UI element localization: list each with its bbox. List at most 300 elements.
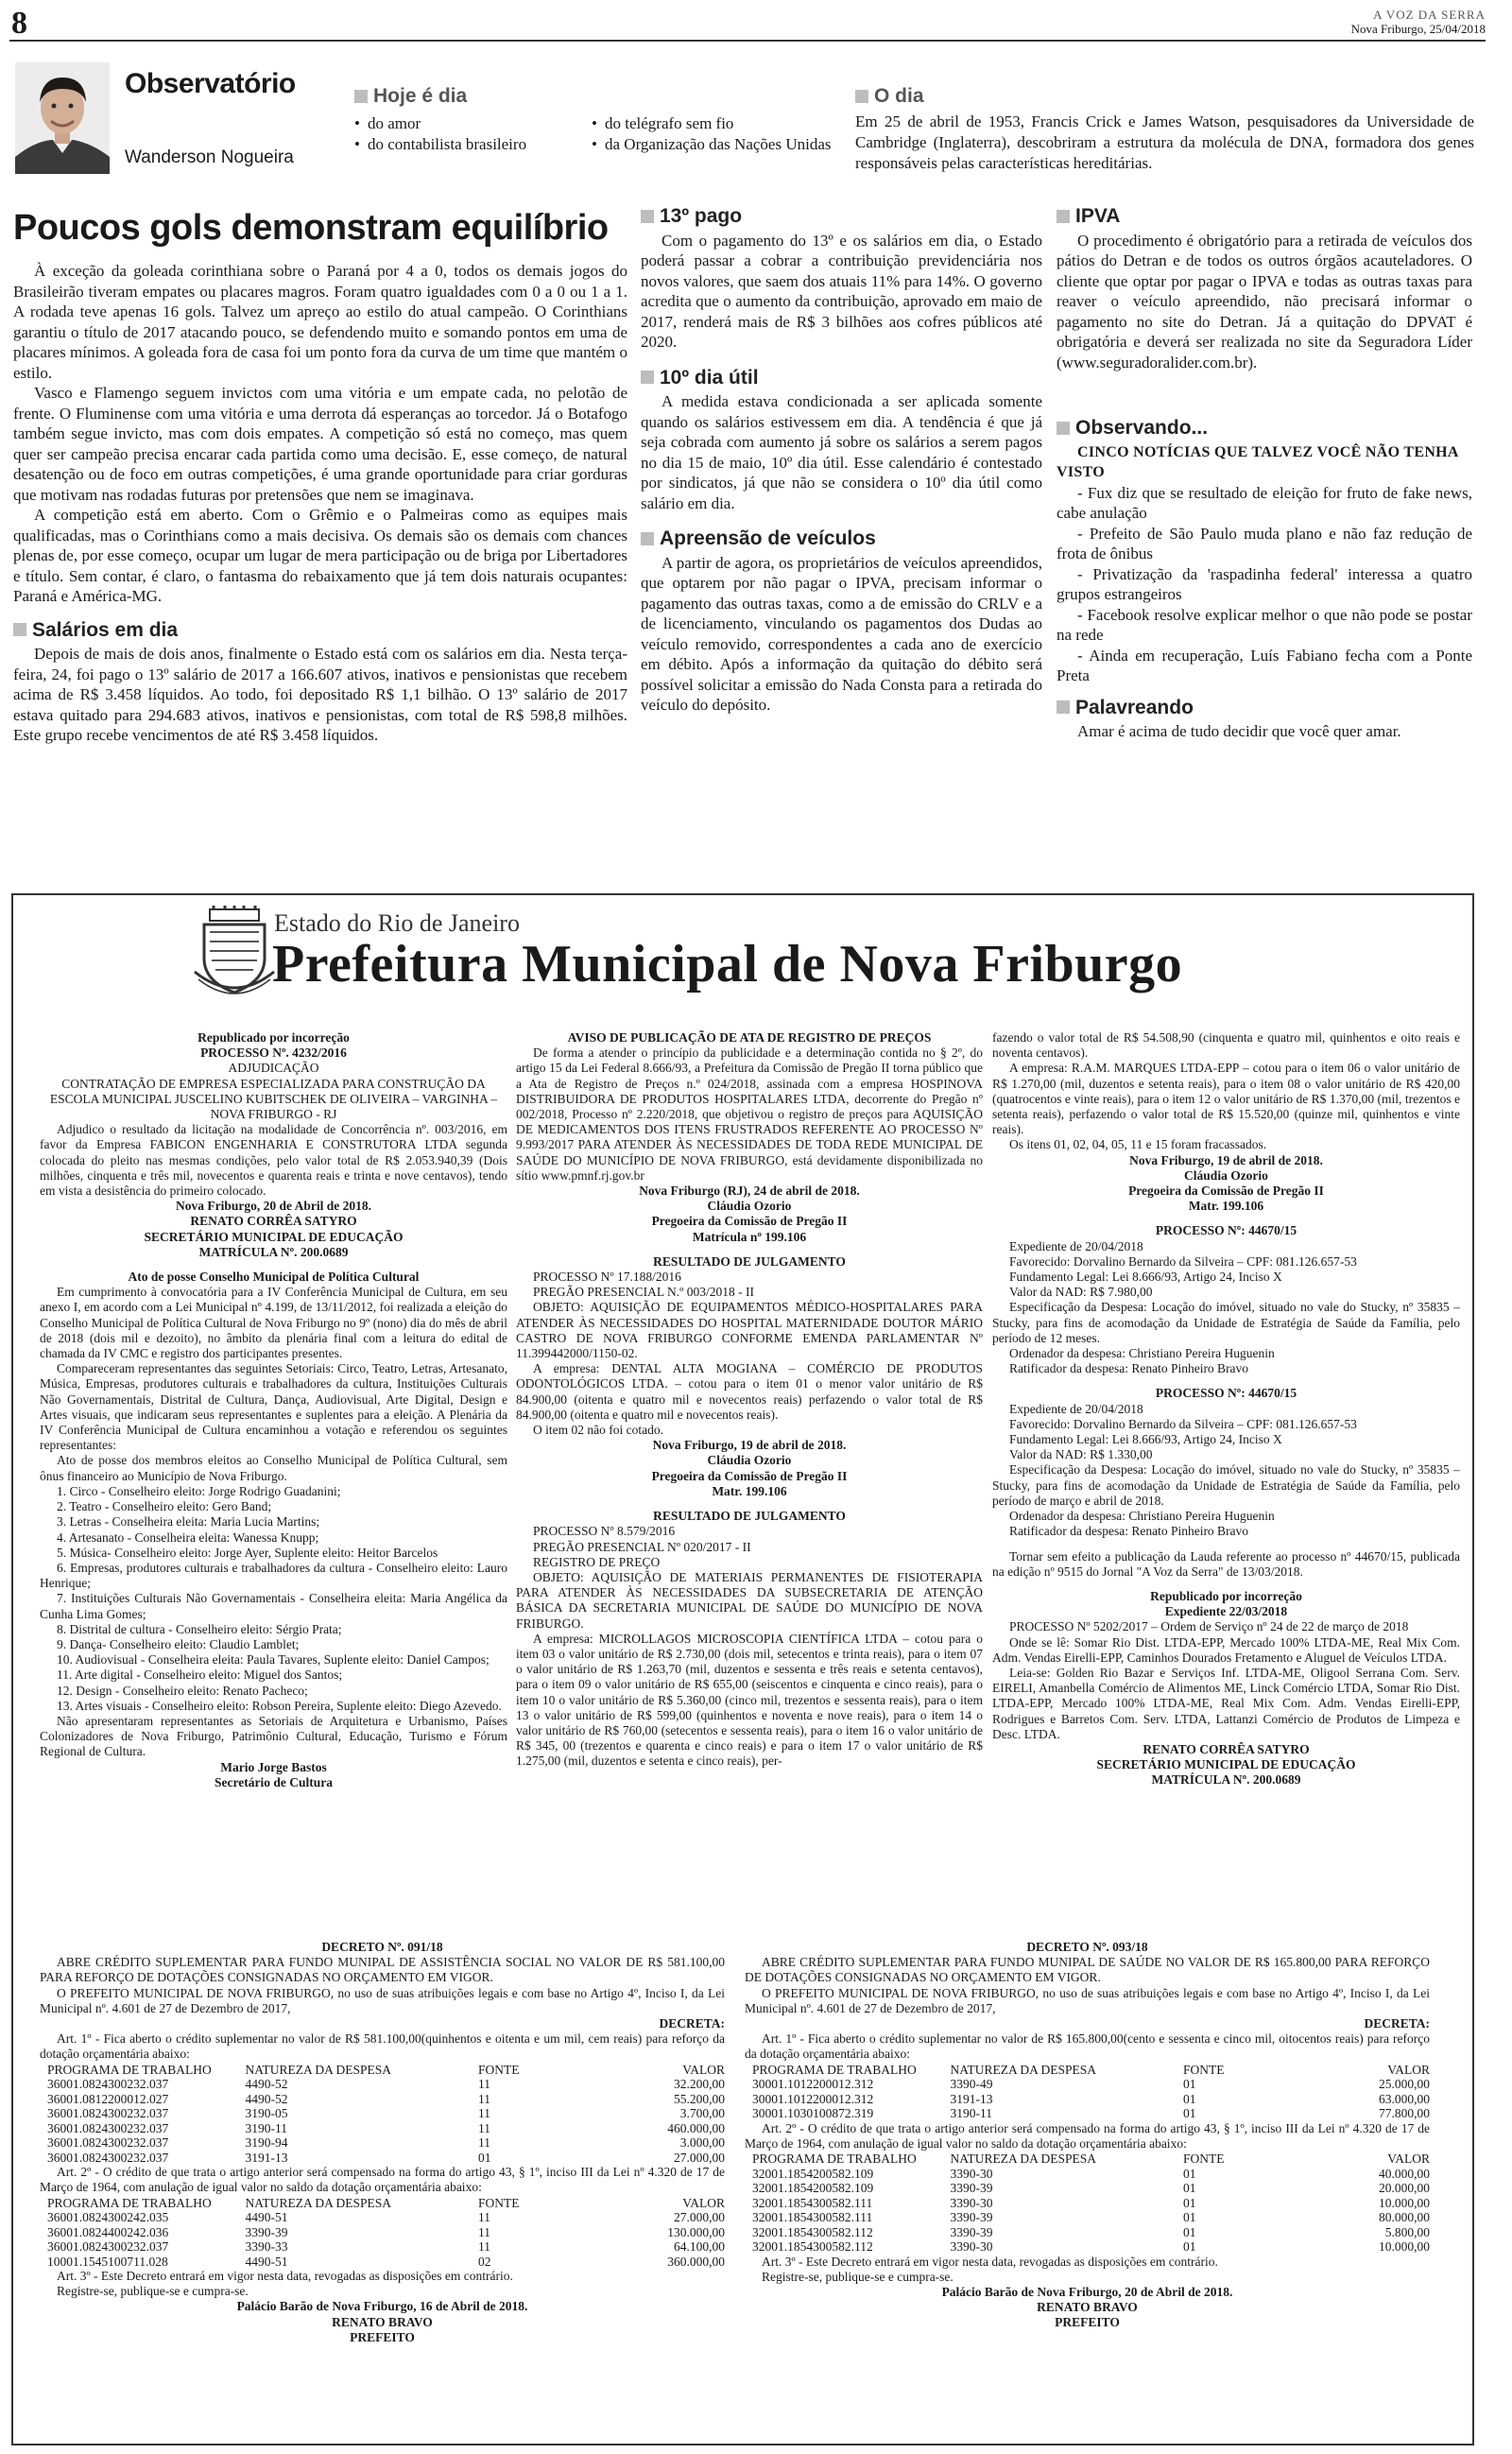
notice-paragraph: Em cumprimento à convocatória para a IV Conferência Municipal de Cultura, em seu anexo I, em acordo com a Lei Municipal nº 4.199, de 13/11/2012, foi realizada a eleição do Conselho Municipal de Política Cultural de Nova Friburgo no 9º (nono) dia do mês de abril de 2018 (dois mil e dezoito), no âmbito da plenária final com a leitura do edital de chamada da IV CMC e registro dos participantes presentes. — [40, 1285, 507, 1361]
palavreando-text: Amar é acima de tudo decidir que você quer amar. — [1077, 722, 1401, 740]
notice-heading: Nova Friburgo, 19 de abril de 2018. — [1129, 1152, 1323, 1167]
table-cell: 3390-39 — [950, 2224, 993, 2239]
table-row — [40, 2255, 725, 2270]
notice-heading: Nova Friburgo (RJ), 24 de abril de 2018. — [639, 1184, 860, 1199]
notice-paragraph: 12. Design - Conselheiro eleito: Renato Pacheco; — [57, 1683, 308, 1698]
square-bullet-icon — [354, 90, 368, 103]
palavreando-heading-text: Palavreando — [1075, 696, 1194, 718]
column-header: VALOR — [1387, 2062, 1430, 2077]
notice-paragraph: Especificação da Despesa: Locação do imóvel, situado no vale do Stucky, nº 35835 – Stucky, para fins de acomodação da Unidade de Estratégia de Saúde da Família, pelo período de 12 meses. — [992, 1300, 1460, 1345]
decreto-art1: Art. 1º - Fica aberto o crédito suplementar no valor de R$ 165.800,00(cento e sessenta e cinco mil, oitocentos reais) para reforço da dotação orçamentária abaixo: — [745, 2031, 1430, 2062]
table-cell: 360.000,00 — [667, 2254, 725, 2269]
table-cell: 01 — [1183, 2239, 1196, 2255]
column-header: FONTE — [1183, 2152, 1225, 2167]
table-cell: 3390-49 — [950, 2077, 993, 2092]
column-header: NATUREZA DA DESPESA — [950, 2152, 1097, 2167]
notice-heading: Matr. 199.106 — [1188, 1199, 1264, 1214]
notice-paragraph: 9. Dança- Conselheiro eleito: Claudio Lamblet; — [57, 1636, 300, 1651]
notice-paragraph: Não apresentaram representantes as Setoriais de Arquitetura e Urbanismo, Países Colonizadores de Nova Friburgo, Patrimônio Cultural, Educação, Turismo e Fórum Regional de Cultura. — [40, 1713, 507, 1759]
decimo-terceiro-heading — [641, 206, 1042, 227]
notice-paragraph: PROCESSO Nº 17.188/2016 — [533, 1270, 681, 1285]
decreto-art3: Art. 3º - Este Decreto entrará em vigor nesta data, revogadas as disposições em contrário. — [762, 2254, 1218, 2269]
column-header: PROGRAMA DE TRABALHO — [47, 2062, 212, 2077]
notice-paragraph: Ratificador da despesa: Renato Pinheiro Bravo — [1009, 1361, 1249, 1376]
table-cell: 01 — [1183, 2210, 1196, 2225]
list-item: - Ainda em recuperação, Luís Fabiano fecha com a Ponte Preta — [1057, 646, 1472, 684]
table-row — [745, 2196, 1430, 2211]
table-cell: 32001.1854300582.112 — [752, 2224, 873, 2239]
notice-heading: RESULTADO DE JULGAMENTO — [653, 1509, 846, 1524]
table-row — [745, 2106, 1430, 2121]
palavreando-heading — [1057, 698, 1472, 718]
main-headline: Poucos gols demonstram equilíbrio — [13, 208, 609, 248]
observando-heading-text: Observando... — [1075, 417, 1209, 439]
notice-heading: SECRETÁRIO MUNICIPAL DE EDUCAÇÃO — [1096, 1757, 1356, 1772]
notice-paragraph: PROCESSO Nº 5202/2017 – Ordem de Serviço nº 24 de 22 de março de 2018 — [1009, 1619, 1409, 1634]
notice-paragraph: Leia-se: Golden Rio Bazar e Serviços Inf. LTDA-ME, Oligool Serrana Com. Serv. EIRELI, Amanbella Comércio de Alimentos ME, Linck Comércio LTDA, Somar Rio Dist. LTDA-EPP, Mercado 100% LTDA-ME, Real Mix Com. Adm. Vendas Eirelli-EPP, Rodrigues e Barretos Com. Serv. LTDA, Lattanzi Comércio de Produtos de Limpeza e Desc. LTDA. — [992, 1665, 1460, 1741]
decreto-ementa: ABRE CRÉDITO SUPLEMENTAR PARA FUNDO MUNIPAL DE ASSISTÊNCIA SOCIAL NO VALOR DE R$ 581.100,00 PARA REFORÇO DE DOTAÇÕES CONSIGNADAS NO ORÇAMENTO EM VIGOR. — [40, 1955, 725, 1985]
table-header-row — [745, 2152, 1430, 2167]
notice-paragraph: 1. Circo - Conselheiro eleito: Jorge Rodrigo Guadanini; — [57, 1483, 341, 1498]
table-cell: 36001.0824400242.036 — [47, 2224, 169, 2239]
table-cell: 3190-05 — [245, 2106, 288, 2121]
table-row — [40, 2210, 725, 2225]
notice-paragraph: 10. Audiovisual - Conselheira eleita: Paula Tavares, Suplente eleito: Daniel Campos; — [57, 1652, 490, 1668]
o-dia-text: Em 25 de abril de 1953, Francis Crick e James Watson, pesquisadores da Universidade de Cambridge (Inglaterra), descobriram a estrutura da molécula de DNA, formadora dos genes responsáveis pelas características hereditárias. — [855, 112, 1474, 172]
prefeitura-column-1 — [40, 1030, 507, 1790]
table-cell: 01 — [1183, 2224, 1196, 2239]
header-rule — [9, 40, 1486, 42]
apreensao-heading — [641, 528, 1042, 549]
table-cell: 4490-51 — [245, 2254, 288, 2269]
notice-paragraph: 7. Instituições Culturais Não Governamentais - Conselheira eleita: Maria Angélica da Cunha Lima Gomes; — [40, 1591, 507, 1621]
decreto-role: PREFEITO — [1055, 2315, 1120, 2330]
notice-paragraph: Tornar sem efeito a publicação da Lauda referente ao processo nº 44670/15, publicada na edição nº 9515 do Jornal "A Voz da Serra" de 13/03/2018. — [992, 1548, 1460, 1579]
notice-paragraph: 3. Letras - Conselheira eleita: Maria Lucia Martins; — [57, 1514, 320, 1529]
list-item: • do contabilista brasileiro — [354, 134, 576, 155]
table-cell: 36001.0812200012.027 — [47, 2091, 169, 2106]
list-item: - Facebook resolve explicar melhor o que não pode se postar na rede — [1057, 605, 1472, 644]
hoje-heading — [354, 85, 850, 108]
notice-paragraph: 13. Artes visuais - Conselheiro eleito: Robson Pereira, Suplente eleito: Diego Azevedo. — [57, 1698, 502, 1713]
table-cell: 11 — [478, 2239, 490, 2255]
table-cell: 11 — [478, 2210, 490, 2225]
apreensao-heading-text: Apreensão de veículos — [660, 527, 876, 549]
notice-heading: Pregoeira da Comissão de Pregão II — [651, 1214, 848, 1229]
table-cell: 27.000,00 — [674, 2210, 725, 2225]
decreta-label: DECRETA: — [659, 2016, 725, 2031]
table-row — [745, 2181, 1430, 2196]
salarios-heading-text: Salários em dia — [32, 618, 179, 641]
decreto-art1: Art. 1º - Fica aberto o crédito suplementar no valor de R$ 581.100,00(quinhentos e oitenta e um mil, cem reais) para reforço da dotação orçamentária abaixo: — [40, 2031, 725, 2062]
notice-heading: Pregoeira da Comissão de Pregão II — [651, 1468, 848, 1483]
decreto-title: DECRETO Nº. 093/18 — [1026, 1940, 1148, 1954]
decreto-role: PREFEITO — [350, 2329, 415, 2344]
table-cell: 3390-39 — [950, 2181, 993, 2196]
decreto-table-2 — [745, 2152, 1430, 2255]
paper-name: A VOZ DA SERRA — [1373, 8, 1486, 22]
table-cell: 32001.1854300582.111 — [752, 2195, 873, 2210]
notice-heading: PROCESSO Nº: 44670/15 — [1155, 1386, 1297, 1401]
decreta-label: DECRETA: — [1364, 2016, 1430, 2031]
square-bullet-icon — [641, 371, 654, 384]
table-cell: 30001.1030100872.319 — [752, 2106, 874, 2121]
square-bullet-icon — [641, 210, 654, 223]
notice-heading: Pregoeira da Comissão de Pregão II — [1128, 1184, 1324, 1199]
table-row — [40, 2092, 725, 2107]
table-cell: 01 — [1183, 2181, 1196, 2196]
notice-paragraph: Adjudico o resultado da licitação na modalidade de Concorrência nº. 003/2016, em favor da Empresa FABICON ENGENHARIA E CONSTRUTORA LTDA segunda colocada do pleito nas mesmas condições, pelo valor total de R$ 2.053.940,39 (Dois milhões, cinquenta e três mil, novecentos e quarenta reais e trinta e nove centavos), tendo em vista a desistência do primeiro colocado. — [40, 1122, 507, 1199]
notice-paragraph: 8. Distrital de cultura - Conselheiro eleito: Sérgio Prata; — [57, 1621, 342, 1636]
ipva-heading-text: IPVA — [1075, 205, 1121, 227]
decreto-table-1 — [40, 2063, 725, 2166]
notice-paragraph: ADJUDICAÇÃO — [228, 1061, 319, 1076]
notice-heading: MATRÍCULA Nº. 200.0689 — [198, 1244, 349, 1259]
square-bullet-icon — [1057, 700, 1070, 714]
table-cell: 3390-30 — [950, 2166, 993, 2181]
notice-heading: Republicado por incorreção — [1150, 1588, 1302, 1603]
notice-heading: Nova Friburgo, 19 de abril de 2018. — [652, 1438, 847, 1453]
notice-paragraph: Ato de posse dos membros eleitos ao Conselho Municipal de Política Cultural, sem ônus financeiro ao Município de Nova Friburgo. — [40, 1453, 507, 1483]
notice-heading: RENATO CORRÊA SATYRO — [190, 1214, 357, 1229]
column-header: VALOR — [1387, 2152, 1430, 2167]
table-cell: 25.000,00 — [1379, 2077, 1430, 2092]
notice-paragraph: 4. Artesanato - Conselheira eleita: Wanessa Knupp; — [57, 1529, 319, 1545]
decreto-signer: RENATO BRAVO — [332, 2314, 433, 2329]
notice-paragraph: Onde se lê: Somar Rio Dist. LTDA-EPP, Mercado 100% LTDA-ME, Real Mix Com. Adm. Vendas Eirelli-EPP, Caminhos Dourados Fretamento e Aluguel de Veículos LTDA. — [992, 1634, 1460, 1665]
notice-heading: Cláudia Ozorio — [1184, 1167, 1268, 1183]
main-article — [13, 206, 627, 746]
notice-heading: AVISO DE PUBLICAÇÃO DE ATA DE REGISTRO DE PREÇOS — [567, 1030, 932, 1045]
middle-column — [641, 206, 1042, 716]
prefeitura-column-3 — [992, 1030, 1460, 1789]
column-header: PROGRAMA DE TRABALHO — [752, 2152, 917, 2167]
notice-paragraph: 5. Música- Conselheiro eleito: Jorge Ayer, Suplente eleito: Heitor Barcelos — [57, 1545, 438, 1560]
prefeitura-state: Estado do Rio de Janeiro — [274, 909, 520, 937]
notice-paragraph: PREGÃO PRESENCIAL Nº 020/2017 - II — [533, 1539, 751, 1554]
decreto-093 — [745, 1940, 1430, 2331]
observando-list — [1057, 483, 1472, 686]
table-cell: 32001.1854300582.111 — [752, 2210, 873, 2225]
table-row — [745, 2225, 1430, 2240]
date-line: Nova Friburgo, 25/04/2018 — [1350, 22, 1486, 36]
decimo-terceiro-heading-text: 13º pago — [660, 205, 743, 227]
column-header: FONTE — [1183, 2062, 1225, 2077]
table-cell: 3390-39 — [950, 2210, 993, 2225]
spacer — [992, 1376, 1460, 1386]
notice-paragraph: 11. Arte digital - Conselheiro eleito: Miguel dos Santos; — [57, 1668, 343, 1683]
notice-heading: Ato de posse Conselho Municipal de Política Cultural — [128, 1270, 420, 1285]
notice-heading: Cláudia Ozorio — [707, 1453, 792, 1468]
notice-paragraph: 2. Teatro - Conselheiro eleito: Gero Band; — [57, 1499, 272, 1514]
decimo-terceiro-text: Com o pagamento do 13º e os salários em dia, o Estado poderá passar a cobrar a contribuição previdenciária nos novos valores, que saem dos atuais 11% para 14%. O governo acredita que o aumento da contribuição, aprovado em maio de 2017, renderá mais de R$ 3 bilhões aos cofres públicos até 2020. — [641, 231, 1042, 351]
notice-paragraph: Fundamento Legal: Lei 8.666/93, Artigo 24, Inciso X — [1009, 1432, 1282, 1447]
list-item: - Privatização da 'raspadinha federal' interessa a quatro grupos estrangeiros — [1057, 564, 1472, 603]
table-cell: 10.000,00 — [1379, 2239, 1430, 2255]
hoje-heading-text: Hoje é dia — [373, 85, 468, 107]
decreto-registre: Registre-se, publique-se e cumpra-se. — [762, 2269, 954, 2284]
decreto-signer: RENATO BRAVO — [1037, 2300, 1138, 2315]
column-header: VALOR — [682, 2195, 725, 2210]
column-author: Wanderson Nogueira — [125, 147, 294, 167]
table-cell: 80.000,00 — [1379, 2210, 1430, 2225]
hoje-e-dia — [354, 85, 850, 155]
table-cell: 01 — [1183, 2077, 1196, 2092]
table-cell: 01 — [478, 2150, 491, 2165]
table-cell: 32.200,00 — [674, 2077, 725, 2092]
table-row — [40, 2225, 725, 2240]
table-cell: 11 — [478, 2224, 490, 2239]
table-cell: 4490-51 — [245, 2210, 288, 2225]
table-cell: 36001.0824300232.037 — [47, 2135, 169, 2151]
square-bullet-icon — [13, 623, 26, 636]
table-cell: 130.000,00 — [667, 2224, 725, 2239]
table-cell: 01 — [1183, 2106, 1196, 2121]
table-cell: 11 — [478, 2091, 490, 2106]
decreto-preambulo: O PREFEITO MUNICIPAL DE NOVA FRIBURGO, no uso de suas atribuições legais e com base no Artigo 4º, Inciso I, da Lei Municipal nº. 4.601 de 27 de Dezembro de 2017, — [40, 1985, 725, 2015]
notice-heading: Expediente 22/03/2018 — [1164, 1604, 1288, 1619]
notice-paragraph: PREGÃO PRESENCIAL N.º 003/2018 - II — [533, 1285, 754, 1300]
notice-heading: Mario Jorge Bastos — [220, 1759, 327, 1774]
decimo-dia-util-heading-text: 10º dia útil — [660, 366, 759, 389]
table-cell: 36001.0824300232.037 — [47, 2239, 169, 2255]
notice-paragraph: Favorecido: Dorvalino Bernardo da Silveira – CPF: 081.126.657-53 — [1009, 1416, 1357, 1431]
article-paragraph: Vasco e Flamengo seguem invictos com uma vitória e um empate cada, no pelotão de frente. O Fluminense com uma vitória e uma derrota dá esperanças ao torcedor. Já o Botafogo também segue invicto, mas com dois empates. A competição só está no começo, mas quem quer ser campeão precisa encarar cada partida como uma decisão. E, esse começo, de natural desatenção ou de foco em outras competições, é uma grande oportunidade para criar gorduras que motivam nas rodadas futuras por pretensões que nem se imaginava. — [13, 384, 627, 504]
o-dia — [855, 85, 1474, 174]
table-cell: 63.000,00 — [1379, 2091, 1430, 2106]
notice-heading: Secretário de Cultura — [215, 1774, 333, 1789]
table-row — [745, 2167, 1430, 2182]
table-row — [40, 2135, 725, 2151]
notice-paragraph: Ratificador da despesa: Renato Pinheiro Bravo — [1009, 1524, 1249, 1539]
observando-subtitle: CINCO NOTÍCIAS QUE TALVEZ VOCÊ NÃO TENHA VISTO — [1057, 443, 1458, 480]
decreto-art3: Art. 3º - Este Decreto entrará em vigor nesta data, revogadas as disposições em contrário. — [57, 2269, 513, 2284]
table-header-row — [40, 2196, 725, 2211]
spacer — [992, 1580, 1460, 1589]
notice-paragraph: Valor da NAD: R$ 1.330,00 — [1009, 1447, 1153, 1462]
notice-paragraph: Expediente de 20/04/2018 — [1009, 1238, 1143, 1253]
article-paragraph: A competição está em aberto. Com o Grêmio e o Palmeiras como as equipes mais qualificadas, mas o Corinthians como a mais decisiva. Os demais são os demais com chances plenas de, por esse começo, ocupar um lugar de mera participação ou de briga por Libertadores e título. Sem contar, é claro, o fantasma do rebaixamento que já tem dois naturais ocupantes: Paraná e América-MG. — [13, 506, 627, 605]
notice-paragraph: Ordenador da despesa: Christiano Pereira Huguenin — [1009, 1346, 1275, 1361]
decreto-title: DECRETO Nº. 091/18 — [321, 1940, 443, 1954]
table-cell: 32001.1854200582.109 — [752, 2181, 874, 2196]
notice-paragraph: REGISTRO DE PREÇO — [533, 1554, 661, 1569]
table-cell: 30001.1012200012.312 — [752, 2091, 874, 2106]
columnist-block — [15, 62, 336, 176]
decreto-preambulo: O PREFEITO MUNICIPAL DE NOVA FRIBURGO, no uso de suas atribuições legais e com base no Artigo 4º, Inciso I, da Lei Municipal nº. 4.601 de 27 de Dezembro de 2017, — [745, 1985, 1430, 2015]
table-row — [40, 2121, 725, 2136]
notice-paragraph: Expediente de 20/04/2018 — [1009, 1401, 1143, 1416]
notice-paragraph: OBJETO: AQUISIÇÃO DE EQUIPAMENTOS MÉDICO-HOSPITALARES PARA ATENDER ÀS NECESSIDADES DO HOSPITAL MATERNIDADE DOUTOR MÁRIO CASTRO DE NOVA FRIBURGO CONFORME EMENDA PARLAMENTAR Nº 11.399442000/1150-02. — [516, 1300, 983, 1361]
list-item: - Fux diz que se resultado de eleição for fruto de fake news, cabe anulação — [1057, 483, 1472, 522]
notice-heading: Nova Friburgo, 20 de Abril de 2018. — [175, 1199, 371, 1214]
notice-heading: RESULTADO DE JULGAMENTO — [653, 1253, 846, 1269]
square-bullet-icon — [1057, 210, 1070, 223]
notice-paragraph: Favorecido: Dorvalino Bernardo da Silveira – CPF: 081.126.657-53 — [1009, 1253, 1357, 1269]
salarios-text: Depois de mais de dois anos, finalmente o Estado está com os salários em dia. Nesta terça-feira, 24, foi pago o 13º salário de 2017 a 166.607 ativos, inativos e pensionistas que recebem acima de R$ 3.458 líquidos. Ao todo, foi depositado R$ 1,1 bilhão. O 13º salário de 2017 estava quitado para 294.683 ativos, inativos e pensionistas, com total de R$ 598,8 milhões. Este grupo recebe vencimentos de até R$ 3.458 líquidos. — [13, 645, 627, 744]
table-cell: 36001.0824300232.037 — [47, 2106, 169, 2121]
table-cell: 11 — [478, 2135, 490, 2151]
table-cell: 64.100,00 — [674, 2239, 725, 2255]
decimo-dia-util-heading — [641, 368, 1042, 389]
table-cell: 20.000,00 — [1379, 2181, 1430, 2196]
table-cell: 55.200,00 — [674, 2091, 725, 2106]
notice-heading: SECRETÁRIO MUNICIPAL DE EDUCAÇÃO — [144, 1229, 404, 1244]
decimo-dia-util-text: A medida estava condicionada a ser aplicada somente quando os salários estivessem em dia. A tendência é que já seja cobrada com aumento já sobre os salários a serem pagos no dia 15 de maio, 10º dia útil. Esse calendário é contestado por sindicatos, já que não se considera o 10º dia útil como salário em dia. — [641, 392, 1042, 512]
decreto-art2: Art. 2º - O crédito de que trata o artigo anterior será compensado na forma do artigo 43, § 1º, inciso III da Lei nº 4.320 de 17 de Março de 1964, com anulação de igual valor no saldo da dotação orçamentária abaixo: — [745, 2120, 1430, 2151]
table-cell: 40.000,00 — [1379, 2166, 1430, 2181]
table-cell: 36001.0824300232.037 — [47, 2150, 169, 2165]
notice-paragraph: PROCESSO Nº 8.579/2016 — [533, 1524, 676, 1539]
table-row — [745, 2092, 1430, 2107]
table-row — [745, 2077, 1430, 2092]
square-bullet-icon — [855, 90, 868, 103]
table-cell: 460.000,00 — [667, 2120, 725, 2135]
o-dia-heading-text: O dia — [874, 85, 924, 107]
decreto-table-2 — [40, 2196, 725, 2270]
decreto-registre: Registre-se, publique-se e cumpra-se. — [57, 2284, 249, 2299]
salarios-heading — [13, 620, 627, 641]
notice-heading: RENATO CORRÊA SATYRO — [1143, 1741, 1310, 1756]
table-cell: 01 — [1183, 2091, 1196, 2106]
table-cell: 3191-13 — [245, 2150, 288, 2165]
table-cell: 3190-11 — [950, 2106, 992, 2121]
column-header: NATUREZA DA DESPESA — [950, 2062, 1097, 2077]
table-cell: 11 — [478, 2120, 490, 2135]
notice-paragraph: A empresa: DENTAL ALTA MOGIANA – COMÉRCIO DE PRODUTOS ODONTOLÓGICOS LTDA. – cotou para o item 01 o menor valor unitário de R$ 84.900,00 (oitenta e quatro mil e novecentos reais) perfazendo o valor total de R$ 84.900,00 (oitenta e quatro mil e novecentos reais). — [516, 1361, 983, 1422]
notice-heading: PROCESSO Nº. 4232/2016 — [200, 1046, 347, 1061]
notice-paragraph: A empresa: MICROLLAGOS MICROSCOPIA CIENTÍFICA LTDA – cotou para o item 03 o valor unitário de R$ 2.730,00 (dois mil, setecentos e trinta reais), para o item 07 o valor unitário de R$ 1.263,70 (mil, duzentos e sessenta e três reais e setenta centavos), para o item 09 o valor unitário de R$ 655,00 (seiscentos e cinquenta e cinco reais), para o item 10 o valor unitário de R$ 5.360,00 (cinco mil, trezentos e sessenta reais), para o item 13 o valor unitário de R$ 599,00 (quinhentos e noventa e nove reais), para o item 14 o valor unitário de R$ 760,00 (setecentos e sessenta reais), para o item 16 o valor unitário de R$ 345, 00 (trezentos e quarenta e cinco reais) e para o item 17 o valor unitário de R$ 1.275,00 (mil, duzentos e setenta e cinco reais), per- — [516, 1631, 983, 1769]
notice-paragraph: Ordenador da despesa: Christiano Pereira Huguenin — [1009, 1509, 1275, 1524]
decreto-local: Palácio Barão de Nova Friburgo, 20 de Abril de 2018. — [941, 2284, 1233, 2299]
table-cell: 4490-52 — [245, 2091, 288, 2106]
notice-paragraph: Valor da NAD: R$ 7.980,00 — [1009, 1285, 1153, 1300]
table-cell: 3390-39 — [245, 2224, 288, 2239]
column-header: NATUREZA DA DESPESA — [245, 2195, 392, 2210]
table-cell: 77.800,00 — [1379, 2106, 1430, 2121]
article-paragraph: À exceção da goleada corinthiana sobre o Paraná por 4 a 0, todos os demais jogos do Brasileirão tiveram empates ou placares magros. Foram quatro igualdades com 0 a 0 ou 1 a 1. A rodada teve apenas 16 gols. Talvez um apreço ao estilo do atual campeão. O Corinthians garantiu o título de 2017 atacando pouco, se defendendo muito e somando pontos em uma de placares mínimos. A goleada fora de casa foi um ponto fora da curva de um time que mantém o estilo. — [13, 262, 627, 382]
column-header: FONTE — [478, 2195, 520, 2210]
table-header-row — [745, 2063, 1430, 2078]
table-cell: 3190-94 — [245, 2135, 288, 2151]
list-item: • do telégrafo sem fio — [592, 113, 847, 134]
table-cell: 11 — [478, 2106, 490, 2121]
table-cell: 3390-33 — [245, 2239, 288, 2255]
table-cell: 32001.1854200582.109 — [752, 2166, 874, 2181]
spacer — [516, 1499, 983, 1509]
observando-heading — [1057, 418, 1472, 439]
notice-heading: PROCESSO Nº: 44670/15 — [1155, 1223, 1297, 1238]
square-bullet-icon — [1057, 422, 1070, 435]
notice-heading: Matrícula nº 199.106 — [692, 1229, 807, 1244]
table-cell: 5.800,00 — [1384, 2224, 1430, 2239]
notice-paragraph: fazendo o valor total de R$ 54.508,90 (cinquenta e quatro mil, quinhentos e oito reais e noventa centavos). — [992, 1030, 1460, 1061]
notice-heading: MATRÍCULA Nº. 200.0689 — [1151, 1772, 1301, 1788]
spacer — [992, 1214, 1460, 1223]
table-cell: 3.000,00 — [679, 2135, 725, 2151]
column-header: NATUREZA DA DESPESA — [245, 2062, 392, 2077]
table-cell: 01 — [1183, 2195, 1196, 2210]
table-row — [40, 2239, 725, 2255]
table-row — [40, 2077, 725, 2092]
spacer — [516, 1245, 983, 1254]
columnist-avatar — [15, 62, 110, 174]
masthead — [1351, 8, 1486, 36]
notice-paragraph: Fundamento Legal: Lei 8.666/93, Artigo 24, Inciso X — [1009, 1270, 1282, 1285]
notice-paragraph: OBJETO: AQUISIÇÃO DE MATERIAIS PERMANENTES DE FISIOTERAPIA PARA ATENDER ÀS NECESSIDADES DA SUBSECRETARIA DE ATENÇÃO BÁSICA DA SECRETARIA MUNICIPAL DE SAÚDE DO MUNICÍPIO DE NOVA FRIBURGO. — [516, 1569, 983, 1631]
notice-heading: Matr. 199.106 — [712, 1483, 787, 1498]
notice-paragraph: Especificação da Despesa: Locação do imóvel, situado no vale do Stucky, nº 35835 – Stucky, para fins de acomodação da Unidade de Estratégia de Saúde da Família, pelo período de março e abril de 2018. — [992, 1462, 1460, 1508]
table-cell: 3190-11 — [245, 2120, 287, 2135]
notice-paragraph: 6. Empresas, produtores culturais e trabalhadores da cultura - Conselheiro eleito: Lauro Henrique; — [40, 1560, 507, 1591]
table-cell: 3.700,00 — [679, 2106, 725, 2121]
notice-paragraph: CONTRATAÇÃO DE EMPRESA ESPECIALIZADA PARA CONSTRUÇÃO DA ESCOLA MUNICIPAL JUSCELINO KUBITSCHEK DE OLIVEIRA – VARGINHA – NOVA FRIBURGO - RJ — [49, 1076, 498, 1122]
table-cell: 36001.0824300232.037 — [47, 2077, 169, 2092]
decreto-local: Palácio Barão de Nova Friburgo, 16 de Abril de 2018. — [236, 2299, 528, 2314]
notice-paragraph: De forma a atender o princípio da publicidade e a determinação contida no § 2º, do artigo 15 da Lei Federal 8.666/93, a Prefeitura da Comissão de Pregão II torna público que a Ata de Registro de Preços n.º 024/2018, assinada com a empresa HOSPINOVA DISTRIBUIDORA DE PRODUTOS HOSPITALARES LTDA, decorrente do Pregão nº 002/2018, Processo nº 2.220/2018, que objetivou o registro de preços para AQUISIÇÃO DE MEDICAMENTOS DOS ITENS FRUSTRADOS REFERENTE AO PROCESSO Nº 9.993/2017 PARA ATENDER ÀS NECESSIDADES DE TODA REDE MUNICIPAL DE SAÚDE DO MUNICÍPIO DE NOVA FRIBURGO, está devidamente disponibilizada no sítio www.pmnf.rj.gov.br — [516, 1046, 983, 1183]
column-header: FONTE — [478, 2062, 520, 2077]
apreensao-text: A partir de agora, os proprietários de veículos apreendidos, que optarem por não pagar o IPVA, precisam informar o pagamento das outras taxas, como a de emissão do CRLV e a de licenciamento, vinculando os pagamentos dos Dudas ao veículo removido, correspondentes a cada ano de exercício em débito. Após a informação da quitação do débito será possível solicitar a emissão do Nada Consta para a retirada do veículo do depósito. — [641, 553, 1042, 714]
square-bullet-icon — [641, 532, 654, 545]
table-cell: 36001.0824300242.035 — [47, 2210, 169, 2225]
table-header-row — [40, 2063, 725, 2078]
table-cell: 01 — [1183, 2166, 1196, 2181]
table-cell: 27.000,00 — [674, 2150, 725, 2165]
table-cell: 32001.1854300582.112 — [752, 2239, 873, 2255]
ipva-text: O procedimento é obrigatório para a retirada de veículos dos pátios do Detran e de todos os outros órgãos acauteladores. O cliente que optar por pagar o IPVA e todas as outras taxas para reaver o veículo apreendido, não precisará informar o pagamento no site do Detran. Já a quitação do DPVAT é obrigatória e deverá ser realizada no site da Seguradora Líder (www.seguradoralider.com.br). — [1057, 231, 1472, 372]
notice-heading: Republicado por incorreção — [198, 1030, 350, 1045]
table-row — [745, 2239, 1430, 2255]
prefeitura-title: Prefeitura Municipal de Nova Friburgo — [272, 935, 1183, 994]
decreto-table-1 — [745, 2063, 1430, 2121]
table-cell: 4490-52 — [245, 2077, 288, 2092]
decreto-091 — [40, 1940, 725, 2345]
list-item: • do amor — [354, 113, 576, 134]
column-title: Observatório — [125, 68, 296, 99]
notice-heading: Cláudia Ozorio — [707, 1199, 792, 1214]
decreto-ementa: ABRE CRÉDITO SUPLEMENTAR PARA FUNDO MUNIPAL DE SAÚDE NO VALOR DE R$ 165.800,00 PARA REFORÇO DE DOTAÇÕES CONSIGNADAS NO ORÇAMENTO EM VIGOR. — [745, 1955, 1430, 1985]
hoje-list — [354, 113, 850, 155]
notice-paragraph: Os itens 01, 02, 04, 05, 11 e 15 foram fracassados. — [1009, 1137, 1267, 1152]
right-column — [1057, 206, 1472, 742]
table-cell: 10.000,00 — [1379, 2195, 1430, 2210]
notice-paragraph: Compareceram representantes das seguintes Setoriais: Circo, Teatro, Letras, Artesanato, Música, Empresas, produtores culturais e trabalhadores da cultura, Instituições Culturais Não Governamentais, Distrital de Cultura, Dança, Audiovisual, Arte Digital, Design e Artes visuais, que indicaram seus representantes e suplentes para a eleição. A Plenária da IV Conferência Municipal de Cultura encaminhou a votação e referendou os seguintes representantes: — [40, 1361, 507, 1453]
column-header: VALOR — [682, 2062, 725, 2077]
o-dia-heading — [855, 85, 1474, 108]
table-cell: 10001.1545100711.028 — [47, 2254, 168, 2269]
prefeitura-column-2 — [516, 1030, 983, 1770]
list-item: • da Organização das Nações Unidas — [592, 134, 847, 155]
page-number: 8 — [11, 6, 27, 41]
ipva-heading — [1057, 206, 1472, 227]
table-cell: 3191-13 — [950, 2091, 993, 2106]
notice-paragraph: A empresa: R.A.M. MARQUES LTDA-EPP – cotou para o item 06 o valor unitário de R$ 1.270,00 (mil, duzentos e setenta reais), para o item 08 o valor unitário de R$ 420,00 (quatrocentos e vinte reais), para o item 12 o valor unitário de R$ 1.370,00 (mil, trezentos e setenta reais), perfazendo o valor total de R$ 15.520,00 (quinze mil, quinhentos e vinte reais). — [992, 1061, 1460, 1137]
table-cell: 36001.0824300232.037 — [47, 2120, 169, 2135]
table-row — [745, 2210, 1430, 2225]
column-header: PROGRAMA DE TRABALHO — [752, 2062, 917, 2077]
column-header: PROGRAMA DE TRABALHO — [47, 2195, 212, 2210]
table-row — [40, 2106, 725, 2121]
coat-of-arms-icon — [191, 906, 278, 1000]
spacer — [992, 1540, 1460, 1549]
list-item: - Prefeito de São Paulo muda plano e não faz redução de frota de ônibus — [1057, 524, 1472, 562]
table-cell: 3390-30 — [950, 2239, 993, 2255]
spacer — [40, 1260, 507, 1270]
table-cell: 3390-30 — [950, 2195, 993, 2210]
table-cell: 30001.1012200012.312 — [752, 2077, 874, 2092]
table-row — [40, 2151, 725, 2166]
table-cell: 02 — [478, 2254, 491, 2269]
